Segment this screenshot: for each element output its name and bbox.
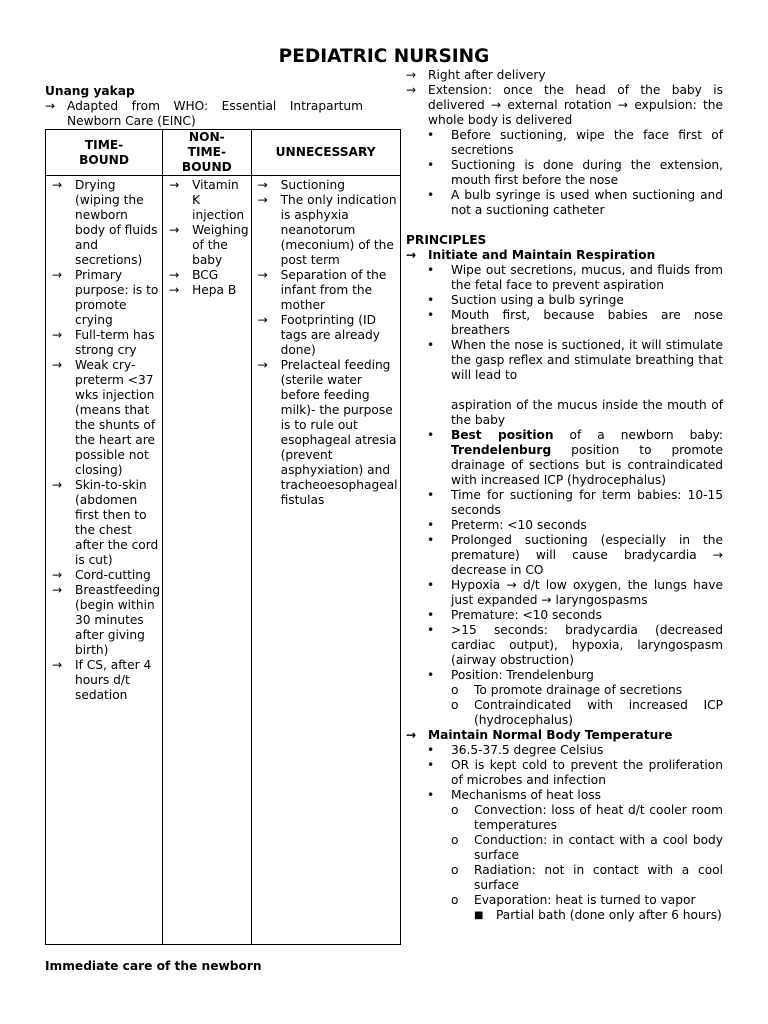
list-item: • OR is kept cold to prevent the proliferation of microbes and infection: [427, 758, 723, 787]
right-column: [406, 68, 723, 923]
list-item: • 36.5-37.5 degree Celsius: [427, 743, 604, 757]
arrow-icon: →: [257, 358, 268, 372]
list-item: • Mouth first, because babies are nose breathers: [427, 308, 723, 337]
arrow-icon: →: [406, 728, 417, 742]
list-item: • Wipe out secretions, mucus, and fluids from the fetal face to prevent aspiration: [427, 263, 723, 292]
header-time-bound: TIME-BOUND: [46, 130, 163, 176]
circle-bullet-icon: o: [451, 863, 459, 877]
table-cell-item: → Drying (wiping the newborn body of fluids and secretions): [52, 178, 158, 267]
arrow-icon: →: [52, 358, 63, 372]
immediate-care-heading: Immediate care of the newborn: [45, 959, 262, 973]
header-non-time-bound: NON-TIME-BOUND: [163, 130, 252, 176]
circle-bullet-icon: o: [451, 803, 459, 817]
bullet-icon: •: [427, 293, 435, 307]
bullet-icon: •: [427, 533, 435, 547]
arrow-icon: →: [169, 268, 180, 282]
list-item: • Preterm: <10 seconds: [427, 518, 587, 532]
bullet-icon: •: [427, 623, 435, 637]
table-cell-item: → Weak cry-preterm <37 wks injection (means that the shunts of the heart are possible not closing): [52, 358, 156, 477]
table-cell-item: → Separation of the infant from the mother: [257, 268, 387, 312]
arrow-icon: →: [257, 313, 268, 327]
arrow-icon: →: [169, 283, 180, 297]
list-item: • >15 seconds: bradycardia (decreased cardiac output), hypoxia, laryngospasm (airway obstruction): [427, 623, 723, 667]
table-cell-item: → Cord-cutting: [52, 568, 151, 582]
square-bullet-icon: ■: [474, 910, 484, 921]
circle-bullet-icon: o: [451, 833, 459, 847]
arrow-icon: →: [52, 583, 63, 597]
list-item: • Before suctioning, wipe the face first of secretions: [427, 128, 723, 157]
table-cell-item: → Vitamin K injection: [169, 178, 245, 222]
table-cell-item: → Full-term has strong cry: [52, 328, 155, 357]
bullet-icon: •: [427, 488, 435, 502]
left-column: [45, 84, 363, 129]
right-after-delivery: → Right after delivery: [406, 68, 546, 82]
arrow-icon: →: [406, 68, 417, 82]
list-item: o Contraindicated with increased ICP (hydrocephalus): [451, 698, 723, 727]
arrow-icon: →: [52, 328, 63, 342]
table-cell-item: → BCG: [169, 268, 219, 282]
bullet-icon: •: [427, 758, 435, 772]
bullet-icon: •: [427, 743, 435, 757]
bullet-icon: •: [427, 188, 435, 202]
bullet-icon: •: [427, 263, 435, 277]
list-item: • When the nose is suctioned, it will stimulate the gasp reflex and stimulate breathing that will lead to: [427, 338, 723, 382]
table-cell-item: → Skin-to-skin (abdomen first then to the chest after the cord is cut): [52, 478, 159, 567]
list-item: • Suctioning is done during the extension, mouth first before the nose: [427, 158, 723, 187]
arrow-icon: →: [169, 178, 180, 192]
list-item: • Time for suctioning for term babies: 10-15 seconds: [427, 488, 723, 517]
extension-note: → Extension: once the head of the baby is delivered → external rotation → expulsion: the whole body is delivered: [406, 83, 723, 127]
arrow-icon: →: [52, 268, 63, 282]
table-cell-item: → Prelacteal feeding (sterile water before feeding milk)- the purpose is to rule out esophageal atresia (prevent asphyxiation) and tracheoesophageal fistulas: [257, 358, 398, 507]
table-cell-item: → Primary purpose: is to promote crying: [52, 268, 159, 327]
bullet-icon: •: [427, 668, 435, 682]
non-time-bound-cell: [163, 176, 252, 945]
bullet-icon: •: [427, 338, 435, 352]
list-item: • Premature: <10 seconds: [427, 608, 602, 622]
circle-bullet-icon: o: [451, 893, 459, 907]
respiration-continuation: aspiration of the mucus inside the mouth of the baby: [451, 398, 723, 427]
list-item: o Convection: loss of heat d/t cooler room temperatures: [451, 803, 723, 832]
list-item: • Hypoxia → d/t low oxygen, the lungs have just expanded → laryngospasms: [427, 578, 723, 607]
temperature-heading: → Maintain Normal Body Temperature: [406, 728, 673, 742]
list-item: • Mechanisms of heat loss: [427, 788, 601, 802]
einc-body-row: [46, 176, 401, 945]
einc-header-row: [46, 130, 401, 176]
circle-bullet-icon: o: [451, 683, 459, 697]
list-item: • Suction using a bulb syringe: [427, 293, 624, 307]
list-item: o To promote drainage of secretions: [451, 683, 683, 697]
bullet-icon: •: [427, 788, 435, 802]
time-bound-cell: [46, 176, 163, 945]
list-item: • Position: Trendelenburg: [427, 668, 594, 682]
header-unnecessary: UNNECESSARY: [251, 130, 400, 176]
table-cell-item: → If CS, after 4 hours d/t sedation: [52, 658, 152, 702]
bullet-icon: •: [427, 128, 435, 142]
arrow-icon: →: [169, 223, 180, 237]
bullet-icon: •: [427, 518, 435, 532]
arrow-icon: →: [52, 568, 63, 582]
table-cell-item: → The only indication is asphyxia neanotorum (meconium) of the post term: [257, 193, 397, 267]
list-item: o Conduction: in contact with a cool body surface: [451, 833, 723, 862]
arrow-icon: →: [45, 99, 56, 113]
arrow-icon: →: [257, 193, 268, 207]
einc-table: [45, 129, 401, 945]
list-item: o Radiation: not in contact with a cool surface: [451, 863, 723, 892]
adapted-text: Adapted from WHO: Essential Intrapartum Newborn Care (EINC): [67, 99, 363, 128]
arrow-icon: →: [406, 248, 417, 262]
bullet-icon: •: [427, 578, 435, 592]
list-item: o Evaporation: heat is turned to vapor: [451, 893, 696, 907]
adapted-note: [45, 99, 363, 129]
table-cell-item: → Weighing of the baby: [169, 223, 249, 267]
arrow-icon: →: [52, 658, 63, 672]
list-item: • Prolonged suctioning (especially in the premature) will cause bradycardia → decrease in CO: [427, 533, 723, 577]
unnecessary-cell: [251, 176, 400, 945]
arrow-icon: →: [406, 83, 417, 97]
unang-yakap-heading: Unang yakap: [45, 84, 135, 98]
table-cell-item: → Footprinting (ID tags are already done): [257, 313, 380, 357]
principles-heading: PRINCIPLES: [406, 233, 487, 247]
arrow-icon: →: [52, 478, 63, 492]
arrow-icon: →: [52, 178, 63, 192]
table-cell-item: → Breastfeeding (begin within 30 minutes after giving birth): [52, 583, 161, 657]
table-cell-item: → Suctioning: [257, 178, 345, 192]
arrow-icon: →: [257, 178, 268, 192]
evaporation-sub-item: ■ Partial bath (done only after 6 hours): [474, 908, 722, 922]
respiration-heading: → Initiate and Maintain Respiration: [406, 248, 656, 262]
bullet-icon: •: [427, 158, 435, 172]
table-cell-item: → Hepa B: [169, 283, 237, 297]
bullet-icon: •: [427, 308, 435, 322]
list-item: • A bulb syringe is used when suctioning and not a suctioning catheter: [427, 188, 723, 217]
circle-bullet-icon: o: [451, 698, 459, 712]
bullet-icon: •: [427, 608, 435, 622]
page-title: PEDIATRIC NURSING: [278, 46, 490, 67]
bullet-icon: •: [427, 428, 435, 442]
list-item-best-position: • Best position of a newborn baby: Trendelenburg position to promote drainage of sections but is contraindicated with increased ICP (hydrocephalus): [427, 428, 723, 487]
arrow-icon: →: [257, 268, 268, 282]
